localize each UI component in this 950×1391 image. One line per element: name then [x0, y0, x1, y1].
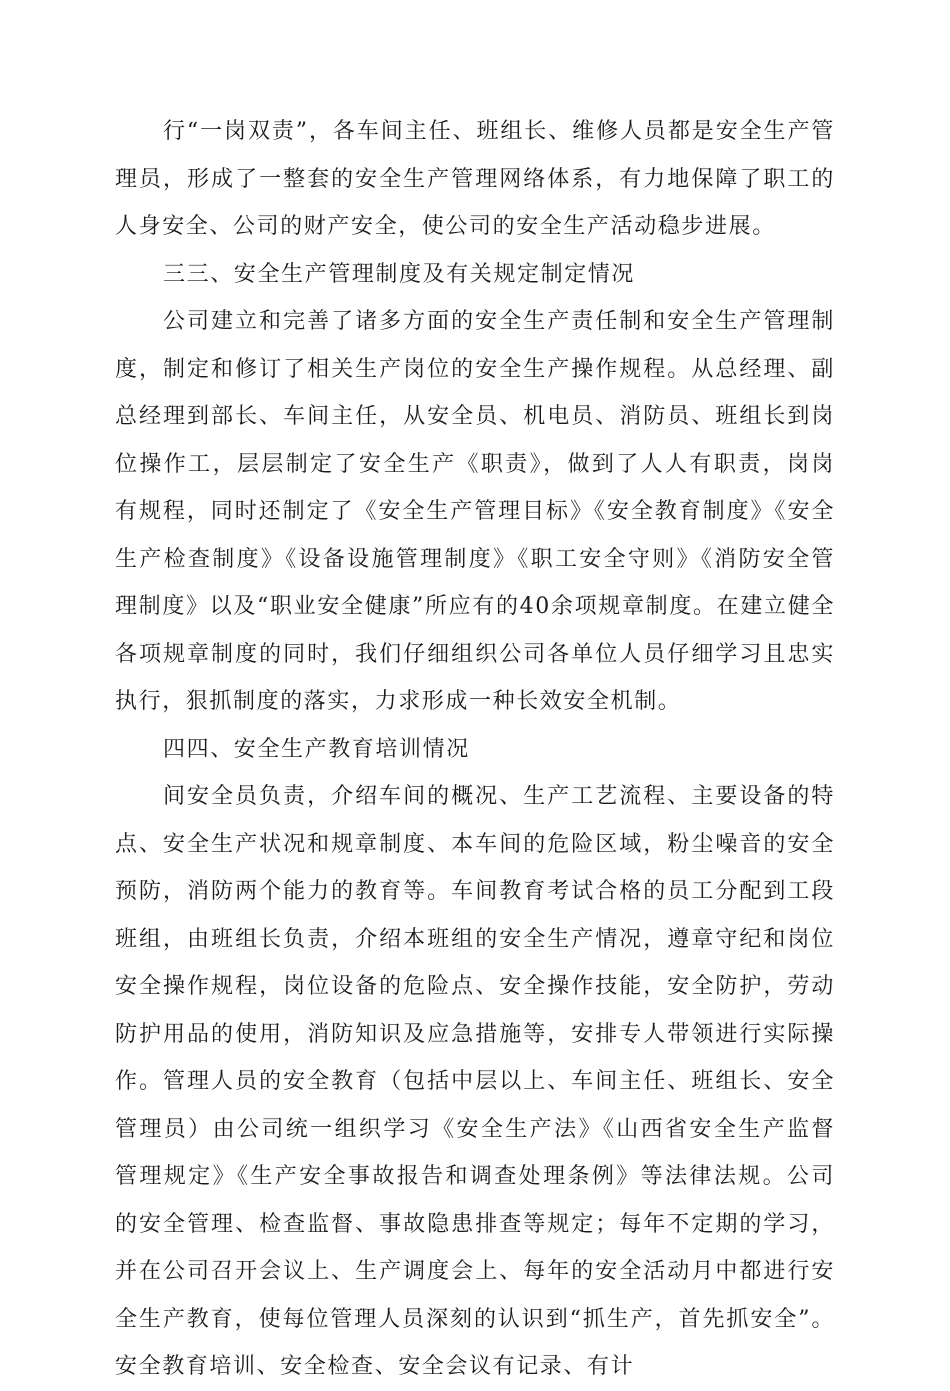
section-heading-training: 四四、安全生产教育培训情况 — [163, 736, 470, 762]
paragraph-responsibility-system: 行“一岗双责”，各车间主任、班组长、维修人员都是安全生产管理员，形成了一整套的安全生产管理网络体系，有力地保障了职工的人身安全、公司的财产安全，使公司的安全生产活动稳步进展。 — [115, 119, 835, 239]
section-heading-management-rules: 三三、安全生产管理制度及有关规定制定情况 — [163, 261, 636, 287]
document-body — [115, 108, 835, 1391]
paragraph-training: 间安全员负责，介绍车间的概况、生产工艺流程、主要设备的特点、安全生产状况和规章制度、本车间的危险区域，粉尘噪音的安全预防，消防两个能力的教育等。车间教育考试合格的员工分配到工段班组，由班组长负责，介绍本班组的安全生产情况，遵章守纪和岗位安全操作规程，岗位设备的危险点、安全操作技能，安全防护，劳动防护用品的使用，消防知识及应急措施等，安排专人带领进行实际操作。管理人员的安全教育（包括中层以上、车间主任、班组长、安全管理员）由公司统一组织学习《安全生产法》《山西省安全生产监督管理规定》《生产安全事故报告和调查处理条例》等法律法规。公司的安全管理、检查监督、事故隐患排查等规定；每年不定期的学习，并在公司召开会议上、生产调度会上、每年的安全活动月中都进行安全生产教育，使每位管理人员深刻的认识到“抓生产，首先抓安全”。安全教育培训、安全检查、安全会议有记录、有计 — [115, 784, 835, 1379]
paragraph-management-rules: 公司建立和完善了诸多方面的安全生产责任制和安全生产管理制度，制定和修订了相关生产岗位的安全生产操作规程。从总经理、副总经理到部长、车间主任，从安全员、机电员、消防员、班组长到岗位操作工，层层制定了安全生产《职责》，做到了人人有职责，岗岗有规程，同时还制定了《安全生产管理目标》《安全教育制度》《安全生产检查制度》《设备设施管理制度》《职工安全守则》《消防安全管理制度》以及“职业安全健康”所应有的40余项规章制度。在建立健全各项规章制度的同时，我们仔细组织公司各单位人员仔细学习且忠实执行，狠抓制度的落实，力求形成一种长效安全机制。 — [115, 309, 835, 714]
